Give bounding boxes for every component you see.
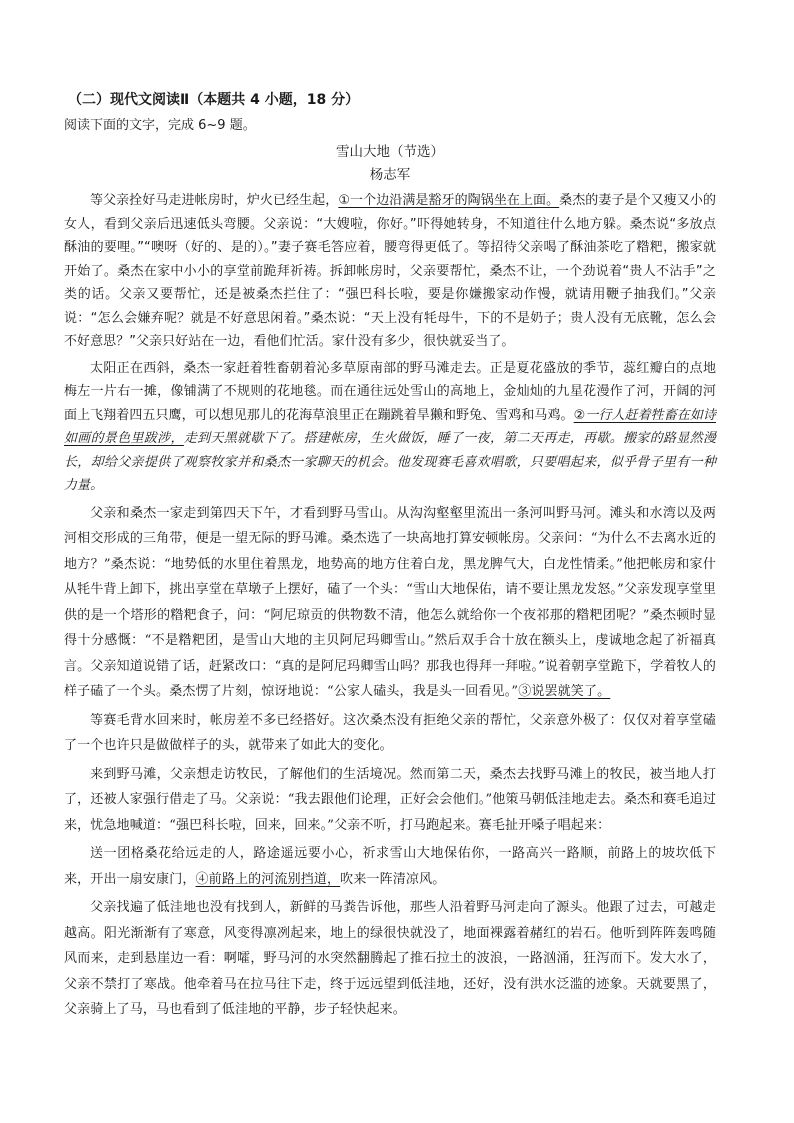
paragraph-5: 来到野马滩，父亲想走访牧民，了解他们的生活境况。然而第二天，桑杰去找野马滩上的牧民，被当地人打了，还被人家强行借走了马。父亲说：“我去跟他们论理，正好会会他们。”他策马朝低洼地走去。桑杰和赛毛追过来，忧急地喊道：“强巴科长啦，回来，回来。”父亲不听，打马跑起来。赛毛扯开嗓子唱起来： xyxy=(64,766,716,833)
instruction-line: 阅读下面的文字，完成 6~9 题。 xyxy=(64,118,256,133)
paragraph-1: 等父亲拴好马走进帐房时，炉火已经生起，①一个边沿满是豁牙的陶锅坐在上面。桑杰的妻子是个又瘦又小的女人，看到父亲后迅速低头弯腰。父亲说：“大嫂啦，你好。”吓得她转身，不知道往什么地方躲。桑杰说“多放点酥油的要哩。”“噢呀（好的、是的）。”妻子赛毛答应着，腰弯得更低了。等招待父亲喝了酥油茶吃了糌粑，搬家就开始了。桑杰在家中小小的享堂前跪拜祈祷。拆卸帐房时，父亲要帮忙，桑杰不让，一个劲说着“贵人不沾手”之类的话。父亲又要帮忙，还是被桑杰拦住了：“强巴科长啦，要是你嫌搬家动作慢，就请用鞭子抽我们。”父亲说：“怎么会嫌弃呢？就是不好意思闲着。”桑杰说：“天上没有牦母牛，下的不是奶子；贵人没有无底靴，怎么会不好意思？”父亲只好站在一边，看他们忙活。家什没有多少，很快就妥当了。 xyxy=(64,193,716,349)
paragraph-6-song: 送一团格桑花给远走的人，路途遥远要小心，祈求雪山大地保佑你，一路高兴一路顺，前路上的坡坎低下来，开出一扇安康门，④前路上的河流别挡道，吹来一阵清凉风。 xyxy=(64,846,716,887)
paragraph-7: 父亲找遍了低洼地也没有找到人，新鲜的马粪告诉他，那些人沿着野马河走向了源头。他跟了过去，可越走越高。阳光渐渐有了寒意，风变得凛冽起来，地上的绿很快就没了，地面裸露着赭红的岩石。他听到阵阵轰鸣随风而来，走到悬崖边一看：啊嚯，野马河的水突然翻腾起了推石拉土的波浪，一路汹涌，狂泻而下。发大水了，父亲不禁打了寒战。他牵着马在拉马往下走，终于远远望到低洼地，还好，没有洪水泛滥的迹象。天就要黑了，父亲骑上了马，马也看到了低洼地的平静，步子轻快起来。 xyxy=(64,900,716,1017)
article-title: 雪山大地（节选） xyxy=(336,144,444,160)
underlined-sentence-2: ②一行人赶着牲畜在如诗如画的景色里跋涉， xyxy=(64,407,716,446)
section-heading: （二）现代文阅读Ⅱ（本题共 4 小题，18 分） xyxy=(68,92,360,108)
paragraph-4: 等赛毛背水回来时，帐房差不多已经搭好。这次桑杰没有拒绝父亲的帮忙，父亲意外极了：仅仅对着享堂磕了一个也许只是做做样子的头，就带来了如此大的变化。 xyxy=(64,712,716,753)
paragraph-3: 父亲和桑杰一家走到第四天下午，才看到野马雪山。从沟沟壑壑里流出一条河叫野马河。滩头和水湾以及两河相交形成的三角带，便是一望无际的野马滩。桑杰选了一块高地打算安顿帐房。父亲问：“为什么不去离水近的地方？”桑杰说：“地势低的水里住着黑龙，地势高的地方住着白龙，黑龙脾气大，白龙性情柔。”他把帐房和家什从牦牛背上卸下，挑出享堂在草墩子上摆好，磕了一个头：“雪山大地保佑，请不要让黑龙发怒。”父亲发现享堂里供的是一个塔形的糌粑食子，问：“阿尼琼贡的供物数不清，他怎么就给你一个夜祁那的糌粑团呢？”桑杰顿时显得十分感慨：“不是糌粑团，是雪山大地的主贝阿尼玛卿雪山。”然后双手合十放在额头上，虔诚地念起了祈福真言。父亲知道说错了话，赶紧改口：“真的是阿尼玛卿雪山吗？那我也得拜一拜啦。”说着朝享堂跪下，学着牧人的样子磕了一个头。桑杰愣了片刻，惊讶地说：“公家人磕头，我是头一回看见。”③说罢就笑了。 xyxy=(64,505,716,699)
underlined-sentence-4: ④前路上的河流别挡道， xyxy=(195,871,341,887)
article-author: 杨志军 xyxy=(369,167,411,183)
paragraph-2: 太阳正在西斜，桑杰一家赶着牲畜朝着沁多草原南部的野马滩走去。正是夏花盛放的季节，蕊红瓣白的点地梅左一片右一摊，像铺满了不规则的花地毯。而在通往远处雪山的高地上，金灿灿的九星花漫作了河，开阔的河面上飞翔着四五只鹰，可以想见那儿的花海草浪里正在蹦跳着旱獭和野兔、雪鸡和马鸡。②一行人赶着牲畜在如诗如画的景色里跋涉，走到天黑就歇下了。搭建帐房，生火做饭，睡了一夜，第二天再走，再歇。搬家的路显然漫长，却给父亲提供了观察牧家并和桑杰一家聊天的机会。他发现赛毛喜欢唱歌，只要唱起来，似乎骨子里有一种力量。 xyxy=(64,360,716,493)
underlined-sentence-3: ③说罢就笑了。 xyxy=(518,684,611,699)
underlined-sentence-1: ①一个边沿满是豁牙的陶锅坐在上面。 xyxy=(338,193,560,208)
